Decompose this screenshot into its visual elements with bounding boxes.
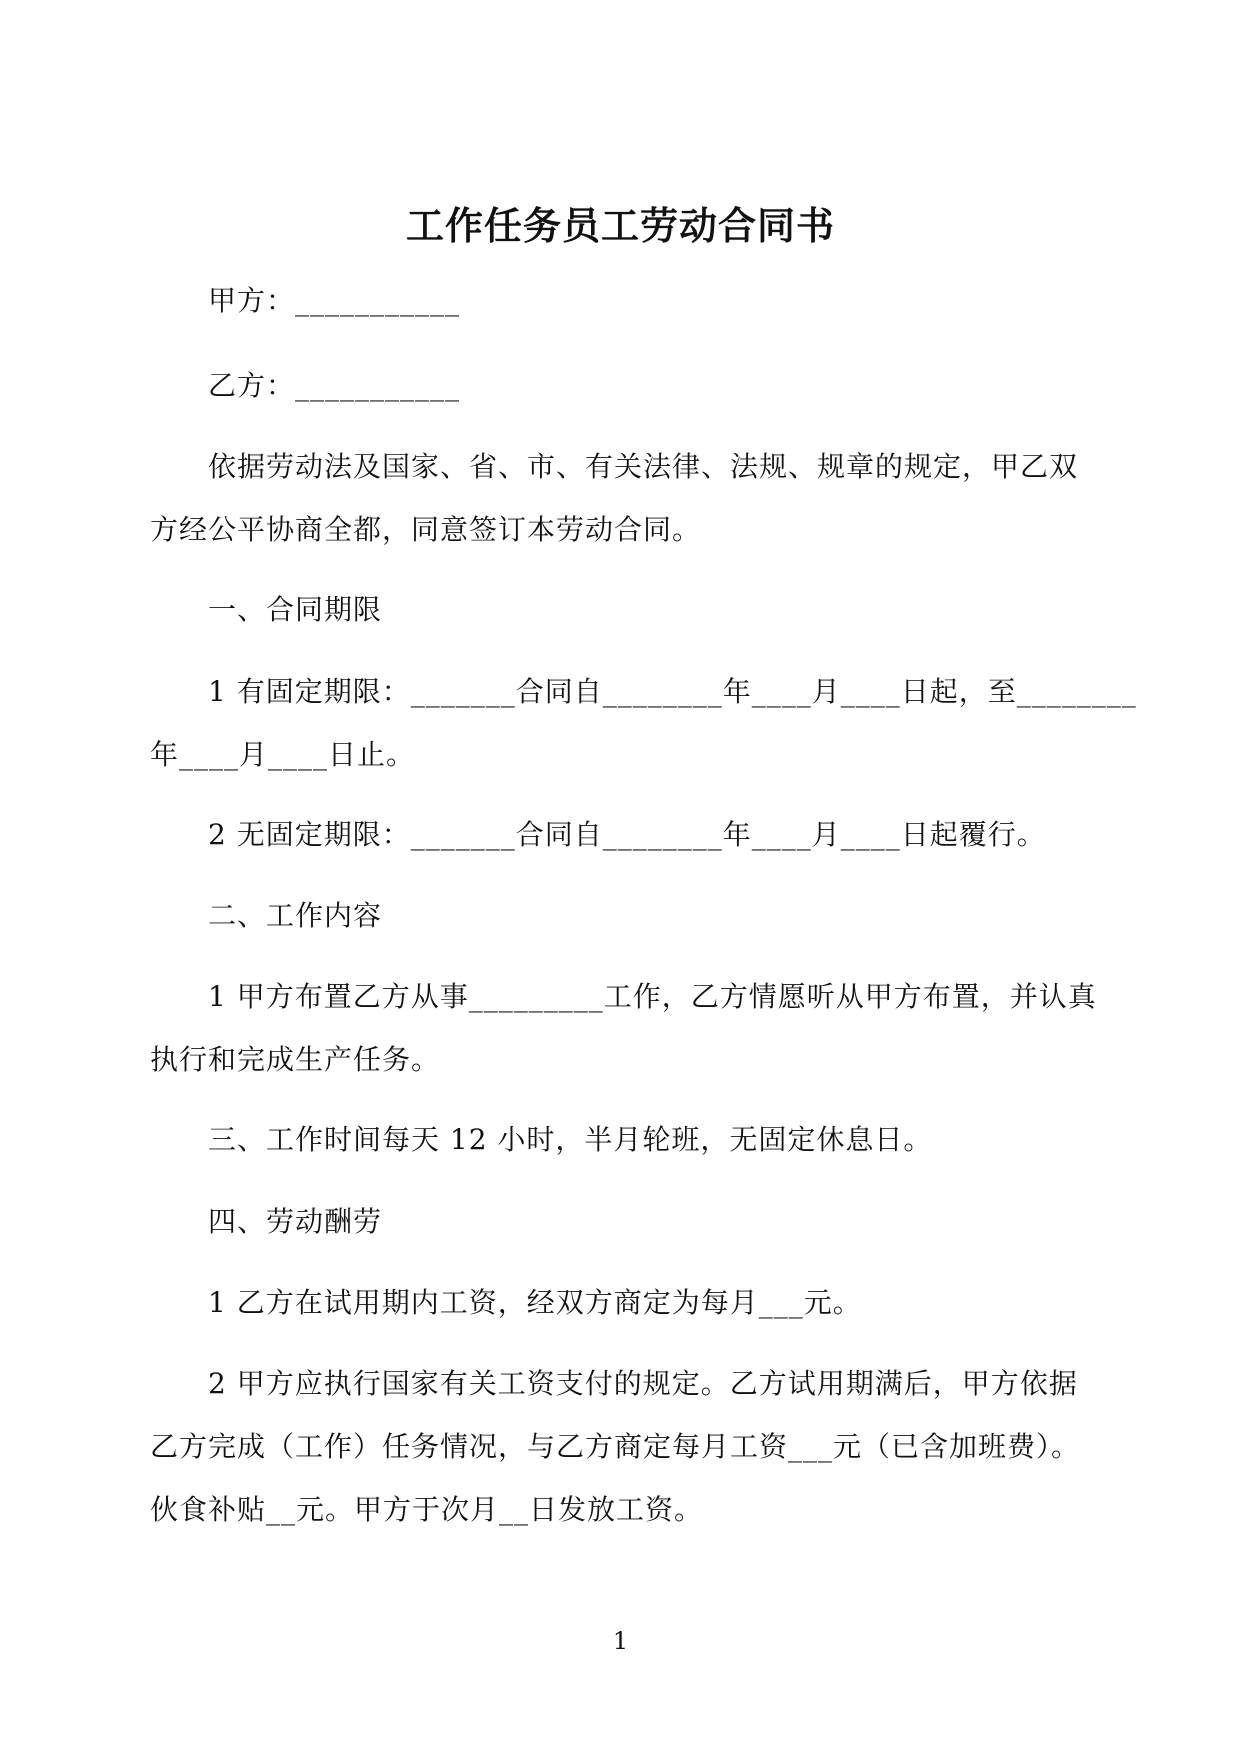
page-number: 1 [612, 1627, 629, 1655]
clause-2-1-line-1: 1 甲方布置乙方从事_________工作，乙方情愿听从甲方布置，并认真 [208, 980, 1097, 1013]
section-1-heading: 一、合同期限 [208, 593, 383, 626]
clause-4-2-line-2: 乙方完成（工作）任务情况，与乙方商定每月工资___元（已含加班费）。 [150, 1430, 1081, 1463]
section-4-heading: 四、劳动酬劳 [208, 1205, 383, 1238]
clause-1-1-line-2: 年____月____日止。 [150, 738, 416, 771]
clause-1-2: 2 无固定期限：_______合同自________年____月____日起覆行。 [208, 818, 1046, 851]
clause-1-1-line-1: 1 有固定期限：_______合同自________年____月____日起，至________ [208, 675, 1137, 708]
party-b-line: 乙方：___________ [208, 369, 461, 402]
document-title: 工作任务员工劳动合同书 [405, 203, 835, 248]
party-a-line: 甲方：___________ [208, 284, 461, 317]
clause-4-2-line-1: 2 甲方应执行国家有关工资支付的规定。乙方试用期满后，甲方依据 [208, 1367, 1078, 1400]
clause-4-2-line-3: 伙食补贴__元。甲方于次月__日发放工资。 [150, 1493, 704, 1526]
preamble-line-2: 方经公平协商全都，同意签订本劳动合同。 [150, 513, 702, 546]
preamble-line-1: 依据劳动法及国家、省、市、有关法律、法规、规章的规定，甲乙双 [208, 450, 1079, 483]
clause-4-1: 1 乙方在试用期内工资，经双方商定为每月___元。 [208, 1286, 862, 1319]
clause-2-1-line-2: 执行和完成生产任务。 [150, 1043, 441, 1076]
section-3: 三、工作时间每天 12 小时，半月轮班，无固定休息日。 [208, 1123, 933, 1156]
section-2-heading: 二、工作内容 [208, 899, 383, 932]
